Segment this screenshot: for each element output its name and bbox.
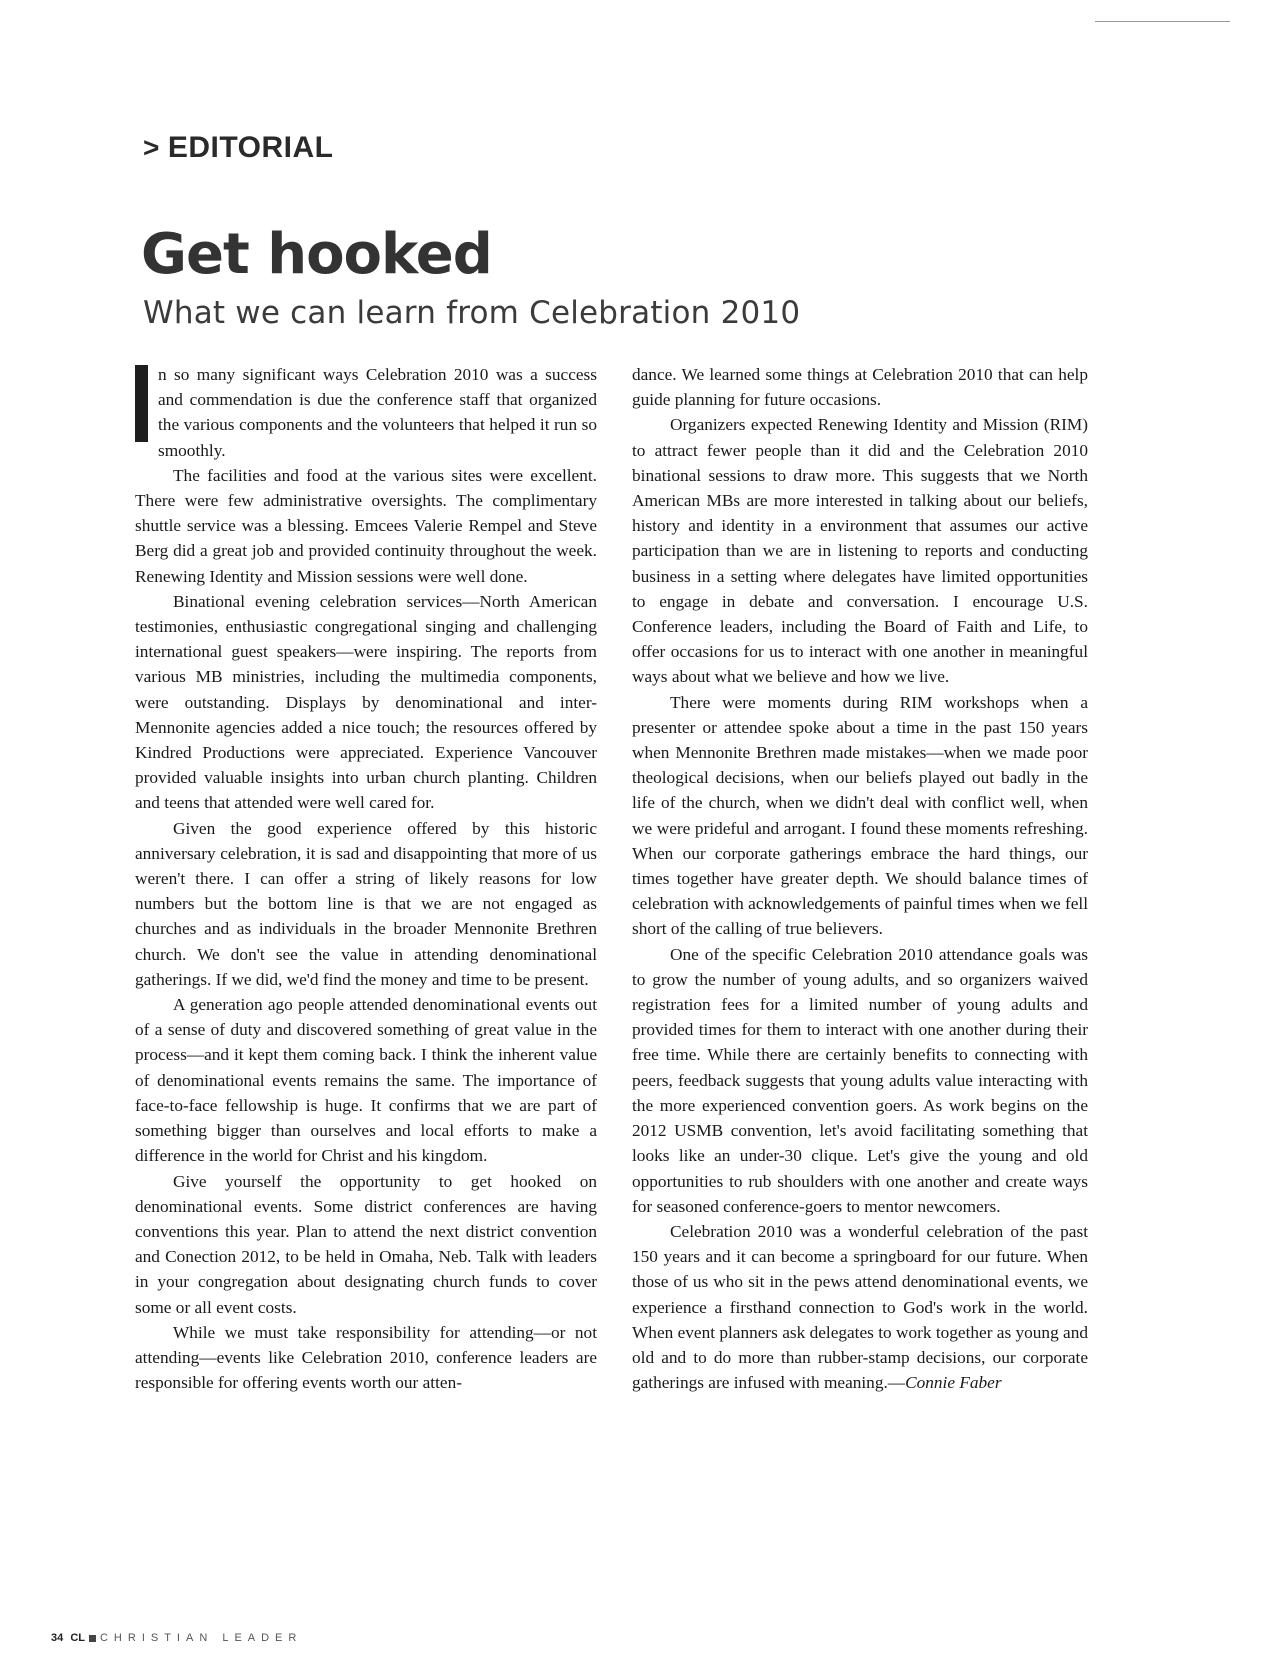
drop-cap-bar — [135, 365, 148, 442]
paragraph: Given the good experience offered by this historic anniversary celebration, it is sad and disappointing that more of us weren't there. I can offer a string of likely reasons for low numbers but the bottom line is that we are not engaged as churches and as individuals in the broader Mennonite Brethren church. We don't see the value in attending denominational gatherings. If we did, we'd find the money and time to be present. — [135, 818, 597, 989]
section-label-text: EDITORIAL — [167, 131, 334, 164]
page-number: 34 — [51, 1632, 64, 1644]
top-rule — [1095, 21, 1230, 22]
section-arrow: > — [143, 132, 160, 163]
byline: Connie Faber — [905, 1373, 1002, 1393]
headline: Get hooked — [141, 222, 492, 287]
paragraph: A generation ago people attended denominational events out of a sense of duty and discovered something of great value in the process—and it kept them coming back. I think the inherent value of denominational events remains the same. The importance of face-to-face fellowship is huge. It confirms that we are part of something bigger than ourselves and local efforts to make a difference in the world for Christ and his kingdom. — [135, 995, 597, 1166]
paragraph: There were moments during RIM workshops when a presenter or attendee spoke about a time in the past 150 years when Mennonite Brethren made mistakes—when we made poor theological decisions, when our beliefs played out badly in the life of the church, when we didn't deal with conflict well, when we were prideful and arrogant. I found these moments refreshing. When our corporate gatherings embrace the hard things, our times together have greater depth. We should balance times of celebration with acknowledgements of painful times when we fell short of the calling of true believers. — [632, 692, 1088, 939]
magazine-name: CHRISTIAN LEADER — [99, 1632, 303, 1644]
paragraph: One of the specific Celebration 2010 attendance goals was to grow the number of young adults, and so organizers waived registration fees for a limited number of young adults and provided times for them to interact with one another during their free time. While there are certainly benefits to connecting with peers, feedback suggests that young adults value interacting with the more experienced convention goers. As work begins on the 2012 USMB convention, let's avoid facilitating something that looks like an under-30 clique. Let's give the young and old opportunities to rub shoulders with one another and create ways for seasoned conference-goers to mentor newcomers. — [632, 944, 1088, 1216]
square-icon — [89, 1635, 96, 1642]
paragraph: dance. We learned some things at Celebration 2010 that can help guide planning for future occasions. — [632, 365, 1088, 410]
paragraph: n so many significant ways Celebration 2010 was a success and commendation is due the conference staff that organized the various components and the volunteers that helped it run so smoothly. — [158, 365, 597, 460]
paragraph: Organizers expected Renewing Identity and Mission (RIM) to attract fewer people than it did and the Celebration 2010 binational sessions to draw more. This suggests that we North American MBs are more interested in talking about our beliefs, history and identity in a environment that assumes our active participation than we are in listening to reports and conducting business in a setting where delegates have limited opportunities to engage in debate and conversation. I encourage U.S. Conference leaders, including the Board of Faith and Life, to offer occasions for us to interact with one another in meaningful ways about what we believe and how we live. — [632, 415, 1088, 687]
paragraph-final-text: Celebration 2010 was a wonderful celebration of the past 150 years and it can become a springboard for our future. When those of us who sit in the pews attend denominational events, we experience a firsthand connection to God's work in the world. When event planners ask delegates to work together as young and old and to do more than rubber-stamp decisions, our corporate gatherings are infused with meaning.— — [632, 1221, 1088, 1393]
article-column-left — [135, 362, 597, 1395]
paragraph-final — [632, 1219, 1088, 1395]
paragraph: The facilities and food at the various sites were excellent. There were few administrative oversights. The complimentary shuttle service was a blessing. Emcees Valerie Rempel and Steve Berg did a great job and provided continuity throughout the week. Renewing Identity and Mission sessions were well done. — [135, 465, 597, 586]
magazine-logo: CL — [70, 1632, 85, 1644]
page-footer — [51, 1632, 302, 1644]
paragraph: Give yourself the opportunity to get hooked on denominational events. Some district conferences are having conventions this year. Plan to attend the next district convention and Conection 2012, to be held in Omaha, Neb. Talk with leaders in your congregation about designating church funds to cover some or all event costs. — [135, 1171, 597, 1317]
paragraph: Binational evening celebration services—North American testimonies, enthusiastic congregational singing and challenging international guest speakers—were inspiring. The reports from various MB ministries, including the multimedia components, were outstanding. Displays by denominational and inter-Mennonite agencies added a nice touch; the resources offered by Kindred Productions were appreciated. Experience Vancouver provided valuable insights into urban church planting. Children and teens that attended were well cared for. — [135, 591, 597, 813]
paragraph: While we must take responsibility for attending—or not attending—events like Celebration 2010, conference leaders are responsible for offering events worth our atten- — [135, 1322, 597, 1393]
subhead: What we can learn from Celebration 2010 — [143, 295, 801, 331]
section-label — [143, 131, 333, 165]
article-column-right — [632, 362, 1088, 1395]
